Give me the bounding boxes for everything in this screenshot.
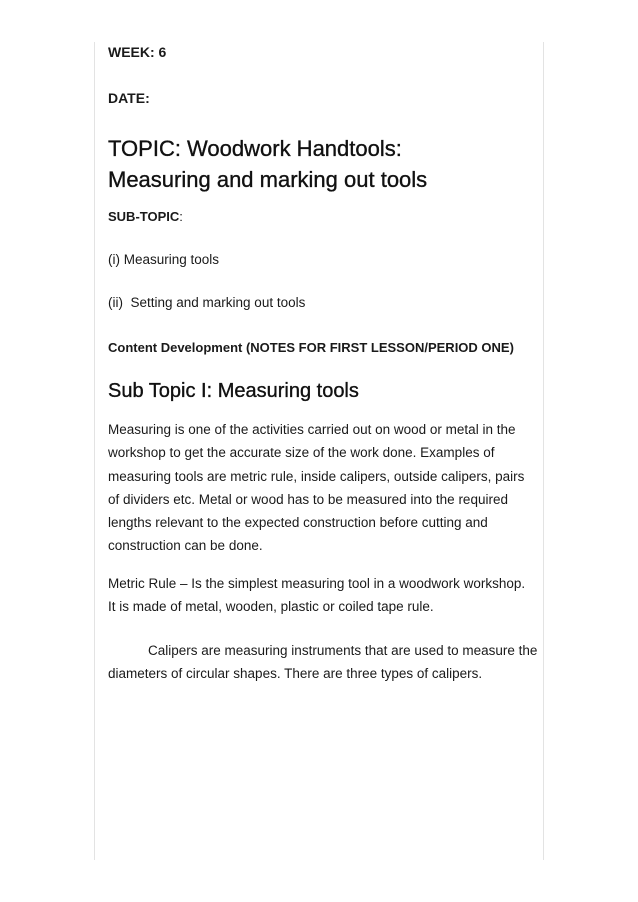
subtopic-label-colon: : (179, 209, 183, 224)
date-label: DATE: (108, 90, 150, 106)
paragraph-line: Metric Rule – Is the simplest measuring tool in a woodwork workshop. (108, 576, 526, 591)
paragraph-line: construction can be done. (108, 538, 263, 554)
topic-heading-line: TOPIC: Woodwork Handtools: (108, 136, 402, 161)
topic-heading (108, 133, 538, 195)
section-heading: Sub Topic I: Measuring tools (108, 380, 359, 402)
page-border-right (543, 42, 544, 860)
paragraph-line: of dividers etc. Metal or wood has to be measured into the required (108, 491, 508, 507)
subtopic-label (108, 209, 183, 224)
content-development-heading: Content Development (NOTES FOR FIRST LESSON/PERIOD ONE) (108, 340, 514, 355)
paragraph-line: Measuring is one of the activities carried out on wood or metal in the (108, 422, 516, 437)
page-border-left (94, 42, 95, 860)
paragraph-calipers (108, 639, 538, 686)
paragraph-line: measuring tools are metric rule, inside calipers, outside calipers, pairs (108, 468, 525, 484)
paragraph-measuring (108, 418, 538, 558)
subtopic-item: (ii) Setting and marking out tools (108, 295, 306, 310)
week-label: WEEK: 6 (108, 44, 167, 60)
paragraph-line: Calipers are measuring instruments that are used to measure the (148, 643, 538, 658)
paragraph-line: diameters of circular shapes. There are three types of calipers. (108, 666, 483, 682)
subtopic-label-text: SUB-TOPIC (108, 209, 180, 224)
paragraph-line: It is made of metal, wooden, plastic or coiled tape rule. (108, 599, 434, 615)
paragraph-metric-rule (108, 572, 538, 619)
paragraph-line: workshop to get the accurate size of the work done. Examples of (108, 445, 495, 461)
paragraph-line: lengths relevant to the expected construction before cutting and (108, 515, 488, 531)
subtopic-item: (i) Measuring tools (108, 252, 220, 267)
topic-heading-line: Measuring and marking out tools (108, 167, 428, 192)
